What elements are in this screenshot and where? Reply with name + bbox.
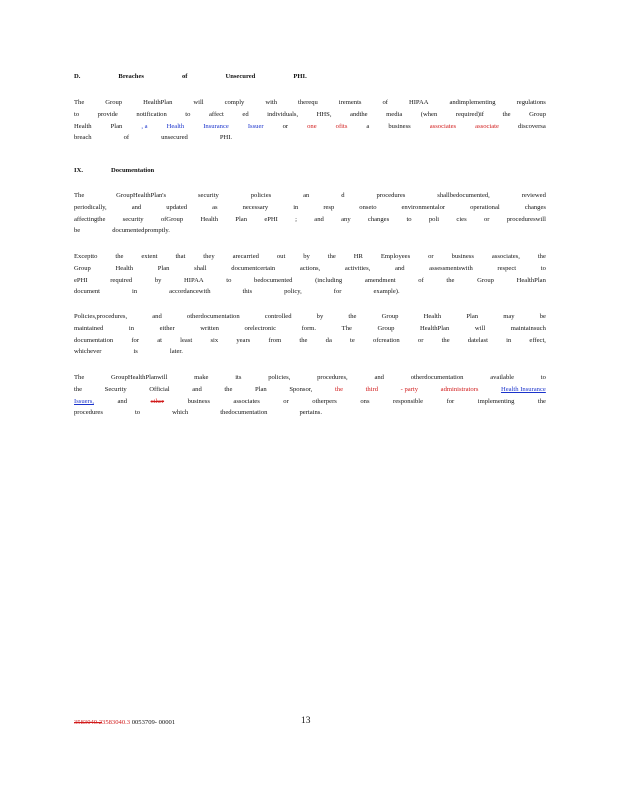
text-word: The	[74, 192, 85, 199]
text-word: arecarried	[232, 253, 259, 260]
heading-word: IX.	[74, 167, 83, 174]
text-word: (when	[420, 110, 438, 118]
text-word: the	[502, 110, 511, 118]
text-word: and	[152, 313, 162, 320]
text-word: documentation	[74, 336, 114, 344]
text-word: irements	[338, 99, 362, 106]
text-word: which	[172, 409, 189, 417]
text-word: of	[123, 134, 130, 142]
section-ix-heading	[74, 165, 546, 177]
text-word: d	[341, 192, 345, 199]
text-line	[74, 396, 546, 408]
text-word: the	[441, 336, 450, 344]
text-word: Health	[166, 122, 185, 130]
text-word: ofcreation	[372, 336, 400, 344]
text-word: datelast	[467, 336, 488, 344]
text-word: affect	[208, 110, 224, 118]
text-word: required	[110, 276, 133, 284]
text-word: associates	[429, 122, 457, 130]
text-word: operational	[470, 203, 500, 211]
section-ix-paragraph-2	[74, 251, 546, 298]
text-word: Group	[377, 324, 395, 332]
text-word: or	[282, 122, 289, 130]
text-word: PHI.	[219, 134, 233, 142]
text-word: environmentalor	[401, 203, 446, 211]
text-word: - party	[400, 385, 419, 393]
text-word: to	[226, 276, 232, 284]
text-word: breach	[74, 134, 92, 142]
text-word: andthe	[350, 110, 368, 118]
text-word: any	[341, 215, 351, 223]
text-word: Plan	[235, 215, 248, 223]
text-word: resp	[323, 203, 335, 211]
text-word: by	[303, 253, 310, 260]
text-word: procedures	[376, 192, 406, 199]
text-word: ofGroup	[160, 215, 184, 223]
text-line	[74, 407, 546, 419]
text-line	[74, 251, 546, 263]
text-word: otherdocumentation	[410, 374, 464, 381]
text-word: GroupHealthPlan's	[116, 192, 167, 199]
text-word: security	[122, 215, 144, 223]
text-word: to	[540, 264, 546, 272]
footer-doc-id-struck: 3583040.2	[74, 719, 103, 726]
text-word: form.	[301, 324, 317, 332]
text-line	[74, 225, 546, 237]
text-word: reviewed	[521, 192, 546, 199]
text-word: is	[133, 348, 138, 356]
text-word: documentedpromptly.	[112, 227, 170, 235]
text-line	[74, 275, 546, 287]
text-word: extent	[141, 253, 158, 260]
text-word: Group	[477, 276, 494, 284]
text-word: policies,	[268, 374, 291, 381]
text-word: to	[134, 409, 141, 417]
text-word: Plan	[157, 264, 170, 272]
text-line	[74, 109, 546, 121]
text-word: ePHI	[74, 276, 88, 284]
text-word: in	[132, 288, 138, 296]
text-word: HR	[353, 253, 363, 260]
text-word: otherdocumentation	[186, 313, 240, 320]
text-line	[74, 311, 546, 323]
text-word: the	[348, 313, 357, 320]
text-word: with	[265, 99, 278, 106]
text-word: as	[212, 203, 218, 211]
text-word: policy,	[284, 288, 302, 296]
text-line	[74, 214, 546, 226]
text-word: The	[74, 99, 85, 106]
text-line	[74, 202, 546, 214]
text-word: Policies,procedures,	[74, 313, 128, 320]
text-word: changes	[524, 203, 546, 211]
text-line	[74, 190, 546, 202]
text-word: Group	[529, 110, 546, 118]
text-word: the	[537, 397, 546, 405]
text-word: Official	[149, 385, 170, 393]
text-word: procedureswill	[506, 215, 546, 223]
text-word: , a	[141, 122, 148, 130]
text-line	[74, 384, 546, 396]
text-word: or	[428, 253, 434, 260]
text-word: Health	[74, 122, 92, 130]
text-word: Security	[104, 385, 127, 393]
text-word: thedocumentation	[220, 409, 268, 417]
text-word: the	[327, 253, 336, 260]
text-word: they	[203, 253, 215, 260]
text-word: orelectronic	[244, 324, 277, 332]
text-word: ons	[360, 397, 370, 405]
text-word: updated	[166, 203, 188, 211]
text-word: HIPAA	[408, 99, 429, 106]
text-word: written	[200, 324, 219, 332]
text-word: other	[150, 397, 165, 405]
heading-word: Unsecured	[225, 73, 256, 80]
text-word: Issuers,	[74, 397, 94, 405]
text-word: the	[537, 253, 546, 260]
text-word: regulations	[516, 99, 546, 106]
text-word: the	[299, 336, 308, 344]
text-word: for	[446, 397, 455, 405]
text-word: third	[365, 385, 379, 393]
text-line	[74, 286, 546, 298]
text-word: and	[314, 215, 324, 223]
text-word: Sponsor,	[289, 385, 313, 393]
text-word: in	[128, 324, 135, 332]
text-word: The	[74, 374, 85, 381]
text-line	[74, 372, 546, 384]
text-word: responsible	[393, 397, 424, 405]
text-word: required)if	[455, 110, 485, 118]
text-word: in	[506, 336, 512, 344]
text-word: effect,	[529, 336, 546, 344]
page-number: 13	[301, 716, 311, 726]
text-word: discoversa	[517, 122, 546, 130]
text-word: of	[418, 276, 424, 284]
text-word: cies	[456, 215, 467, 223]
text-word: comply	[224, 99, 245, 106]
text-word: policies	[250, 192, 272, 199]
text-word: and	[374, 374, 384, 381]
text-word: Plan	[255, 385, 267, 393]
text-word: procedures	[74, 409, 103, 417]
text-word: and	[117, 397, 127, 405]
text-word: Issuer	[247, 122, 264, 130]
heading-word: Documentation	[110, 167, 155, 174]
text-word: Insurance	[203, 122, 229, 130]
text-word: or	[483, 215, 490, 223]
text-word: Plan	[466, 313, 479, 320]
text-word: ofits	[335, 122, 348, 130]
footer-doc-id	[74, 719, 175, 726]
text-word: years	[236, 336, 251, 344]
text-word: associates	[233, 397, 260, 405]
text-line	[74, 346, 546, 358]
text-word: HealthPlan	[516, 276, 546, 284]
text-word: the	[74, 385, 83, 393]
text-word: whichever	[74, 348, 102, 356]
heading-word: PHI.	[293, 73, 307, 80]
text-word: associate	[475, 122, 499, 130]
text-word: business	[388, 122, 411, 130]
text-word: security	[197, 192, 219, 199]
text-word: controlled	[264, 313, 292, 320]
text-word: Employees	[380, 253, 411, 260]
text-word: andimplementing	[449, 99, 496, 106]
text-word: implementing	[477, 397, 515, 405]
text-word: by	[316, 313, 324, 320]
text-word: business	[187, 397, 210, 405]
text-word: and	[131, 203, 142, 211]
text-word: business	[451, 253, 474, 260]
text-word: later.	[169, 348, 183, 356]
section-ix-paragraph-1	[74, 190, 546, 237]
text-word: one	[307, 122, 317, 130]
text-word: changes	[367, 215, 390, 223]
text-word: therequ	[298, 99, 318, 106]
footer-doc-id-rest: 0053709- 00001	[130, 719, 176, 726]
text-line	[74, 121, 546, 133]
section-ix-paragraph-3	[74, 311, 546, 358]
text-word: document	[74, 288, 101, 296]
text-word: The	[341, 324, 352, 332]
text-word: maintainsuch	[510, 324, 546, 332]
text-word: ePHI	[264, 215, 278, 223]
text-word: Group	[381, 313, 399, 320]
text-word: provide	[97, 110, 118, 118]
text-word: shall	[194, 264, 207, 272]
text-word: make	[194, 374, 209, 381]
text-word: respect	[497, 264, 517, 272]
text-word: to	[185, 110, 191, 118]
text-word: for	[131, 336, 140, 344]
text-word: Health	[423, 313, 442, 320]
text-word: HealthPlan	[143, 99, 173, 106]
text-word: a	[366, 122, 370, 130]
text-word: least	[180, 336, 193, 344]
text-word: the	[446, 276, 455, 284]
text-word: te	[350, 336, 355, 344]
text-word: amendment	[364, 276, 396, 284]
text-word: HHS,	[316, 110, 332, 118]
text-word: to	[540, 374, 546, 381]
text-word: shallbedocumented,	[437, 192, 490, 199]
text-word: of	[382, 99, 388, 106]
footer-doc-id-new: 3583040.3	[102, 719, 131, 726]
text-word: (including	[315, 276, 343, 284]
text-word: media	[386, 110, 403, 118]
text-word: periodically,	[74, 203, 107, 211]
text-word: either	[159, 324, 175, 332]
text-word: maintained	[74, 324, 104, 332]
text-word: six	[210, 336, 219, 344]
text-word: at	[157, 336, 162, 344]
text-line	[74, 335, 546, 347]
heading-word: Breaches	[118, 73, 144, 80]
text-word: example).	[373, 288, 400, 296]
text-word: may	[503, 313, 515, 320]
text-word: associates,	[491, 253, 520, 260]
text-word: onseto	[359, 203, 377, 211]
text-line	[74, 132, 546, 144]
text-word: poli	[428, 215, 440, 223]
text-word: this	[242, 288, 253, 296]
text-word: pertains.	[299, 409, 322, 417]
text-word: ed	[242, 110, 249, 118]
text-word: Exceptto	[74, 253, 98, 260]
text-word: its	[235, 374, 242, 381]
text-word: will	[474, 324, 486, 332]
text-word: from	[268, 336, 282, 344]
text-word: HIPAA	[184, 276, 204, 284]
text-word: otherpers	[312, 397, 337, 405]
text-word: an	[303, 192, 310, 199]
heading-word: of	[181, 73, 188, 80]
text-word: documentcertain	[231, 264, 276, 272]
text-word: da	[325, 336, 332, 344]
text-word: or	[417, 336, 424, 344]
text-word: Health Insurance	[500, 385, 546, 393]
section-d-paragraph	[74, 97, 546, 144]
text-word: be	[539, 313, 546, 320]
text-word: the	[115, 253, 124, 260]
text-line	[74, 263, 546, 275]
text-word: that	[175, 253, 186, 260]
text-word: Plan	[110, 122, 123, 130]
text-line	[74, 323, 546, 335]
text-word: for	[333, 288, 342, 296]
text-word: the	[224, 385, 233, 393]
text-word: ;	[295, 215, 297, 223]
text-line	[74, 97, 546, 109]
text-word: notification	[136, 110, 167, 118]
section-d-heading	[74, 71, 546, 83]
text-word: accordancewith	[169, 288, 211, 296]
text-word: unsecured	[161, 134, 188, 142]
text-word: to	[74, 110, 80, 118]
text-word: assessmentswith	[429, 264, 473, 272]
section-ix-paragraph-4	[74, 372, 546, 419]
text-word: by	[154, 276, 162, 284]
text-word: to	[406, 215, 412, 223]
text-word: administrators	[440, 385, 479, 393]
heading-word: D.	[74, 73, 81, 80]
text-word: and	[394, 264, 405, 272]
text-word: Group	[74, 264, 91, 272]
text-word: HealthPlan	[419, 324, 450, 332]
text-word: actions,	[299, 264, 321, 272]
text-word: out	[276, 253, 286, 260]
text-word: activities,	[344, 264, 371, 272]
text-word: and	[192, 385, 202, 393]
text-word: individuals,	[267, 110, 299, 118]
text-word: procedures,	[317, 374, 348, 381]
text-word: Health	[200, 215, 219, 223]
text-word: available	[490, 374, 514, 381]
text-word: affectingthe	[74, 215, 106, 223]
text-word: will	[193, 99, 204, 106]
text-word: GroupHealthPlanwill	[111, 374, 168, 381]
text-word: or	[283, 397, 289, 405]
text-word: be	[74, 227, 81, 235]
text-word: necessary	[242, 203, 269, 211]
text-word: in	[293, 203, 299, 211]
text-word: Health	[115, 264, 134, 272]
text-word: Group	[105, 99, 123, 106]
text-word: the	[334, 385, 343, 393]
text-word: bedocumented	[254, 276, 293, 284]
